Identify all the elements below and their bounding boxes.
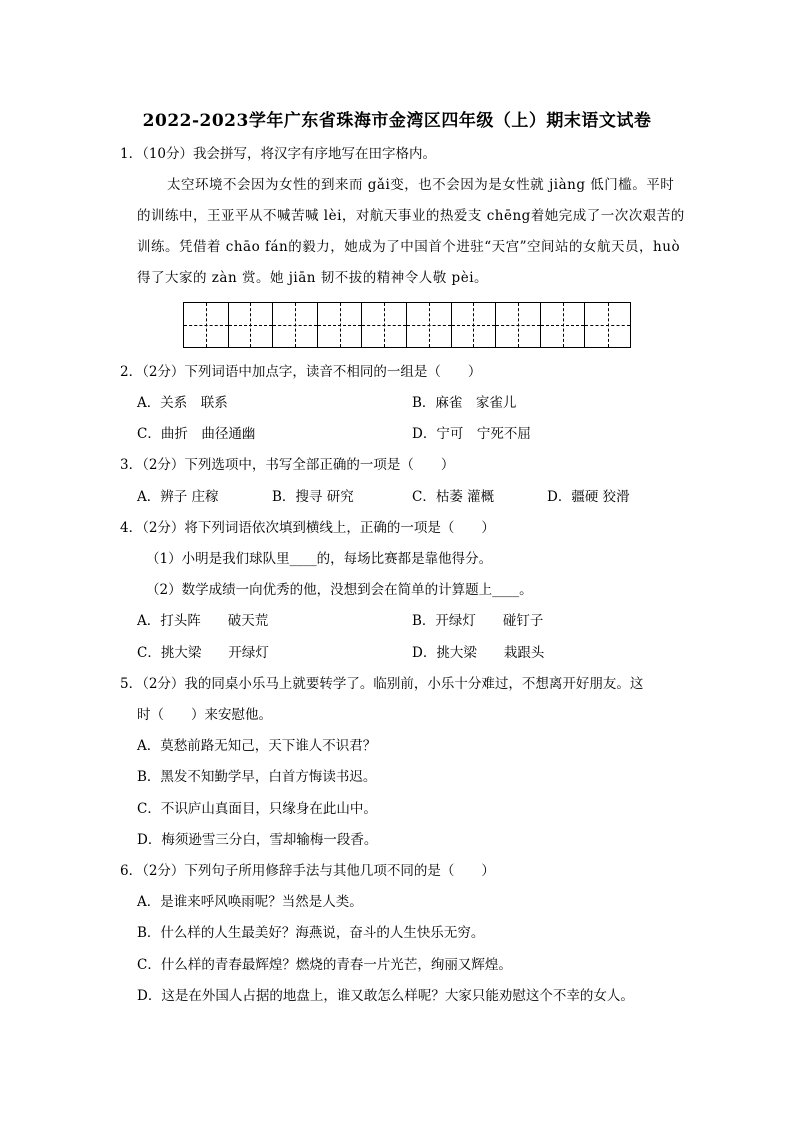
q6-option-a: A．是谁来呼风唤雨呢？当然是人类。	[137, 894, 363, 910]
q4-option-d: D．挑大梁 栽跟头	[412, 645, 545, 661]
tianzige-cell[interactable]	[362, 303, 407, 347]
q4-sub-2: （2）数学成绩一向优秀的他，没想到会在简单的计算题上____。	[146, 582, 533, 598]
q5-option-a: A．莫愁前路无知己，天下谁人不识君？	[137, 738, 377, 754]
q4-option-b: B．开绿灯 碰钉子	[412, 613, 544, 629]
tianzige-cell[interactable]	[541, 303, 586, 347]
q3-option-a: A．辨子 庄稼	[137, 489, 219, 505]
q2-option-d: D．宁可 宁死不屈	[412, 426, 531, 442]
q5-stem-cont: 时（ ）来安慰他。	[137, 707, 272, 723]
q3-option-c: C．枯萎 灌概	[412, 489, 495, 505]
q2-option-a: A．关系 联系	[137, 395, 228, 411]
q3-option-b: B．搜寻 研究	[272, 489, 354, 505]
q1-passage-line: 的训练中，王亚平从不喊苦喊 lèi，对航天事业的热爱支 chēng着她完成了一次次艰苦的	[137, 208, 685, 224]
tianzige-cell[interactable]	[585, 303, 630, 347]
q2-stem: 2．（2分）下列词语中加点字，读音不相同的一组是（ ）	[120, 364, 482, 380]
q3-option-d: D．疆硬 狡滑	[547, 489, 630, 505]
q6-option-c: C．什么样的青春最辉煌？燃烧的青春一片光芒，绚丽又辉煌。	[137, 957, 512, 973]
tianzige-cell[interactable]	[318, 303, 363, 347]
q5-option-c: C．不识庐山真面目，只缘身在此山中。	[137, 801, 377, 817]
q1-passage-line: 得了大家的 zàn 赏。她 jiān 韧不拔的精神令人敬 pèi。	[137, 270, 489, 286]
q5-option-d: D．梅须逊雪三分白，雪却输梅一段香。	[137, 832, 378, 848]
q4-option-a: A．打头阵 破天荒	[137, 613, 269, 629]
q2-option-c: C．曲折 曲径通幽	[137, 426, 256, 442]
tianzige-cell[interactable]	[229, 303, 274, 347]
q6-stem: 6．（2分）下列句子所用修辞手法与其他几项不同的是（ ）	[120, 863, 495, 879]
q6-option-b: B．什么样的人生最美好？海燕说，奋斗的人生快乐无穷。	[137, 925, 485, 941]
q4-option-c: C．挑大梁 开绿灯	[137, 645, 269, 661]
tianzige-grid	[183, 302, 631, 348]
tianzige-cell[interactable]	[184, 303, 229, 347]
q1-passage-line: 太空环境不会因为女性的到来而 gǎi变，也不会因为是女性就 jiàng 低门槛。平时	[167, 177, 675, 193]
tianzige-cell[interactable]	[496, 303, 541, 347]
q5-option-b: B．黑发不知勤学早，白首方悔读书迟。	[137, 769, 377, 785]
q6-option-d: D．这是在外国人占据的地盘上，谁又敢怎么样呢？大家只能劝慰这个不幸的女人。	[137, 988, 634, 1004]
q5-stem: 5．（2分）我的同桌小乐马上就要转学了。临别前，小乐十分难过，不想离开好朋友。这	[120, 676, 644, 692]
page-title: 2022-2023学年广东省珠海市金湾区四年级（上）期末语文试卷	[142, 111, 652, 131]
tianzige-cell[interactable]	[452, 303, 497, 347]
q2-option-b: B．麻雀 家雀儿	[412, 395, 517, 411]
tianzige-cell[interactable]	[273, 303, 318, 347]
q1-stem: 1．（10分）我会拼写，将汉字有序地写在田字格内。	[120, 146, 437, 162]
q3-stem: 3．（2分）下列选项中，书写全部正确的一项是（ ）	[120, 457, 455, 473]
q1-passage-line: 训练。凭借着 chāo fán的毅力，她成为了中国首个进驻“天宫”空间站的女航天员，huò	[137, 239, 681, 255]
q4-stem: 4．（2分）将下列词语依次填到横线上，正确的一项是（ ）	[120, 520, 495, 536]
tianzige-cell[interactable]	[407, 303, 452, 347]
q4-sub-1: （1）小明是我们球队里____的，每场比赛都是靠他得分。	[146, 551, 493, 567]
